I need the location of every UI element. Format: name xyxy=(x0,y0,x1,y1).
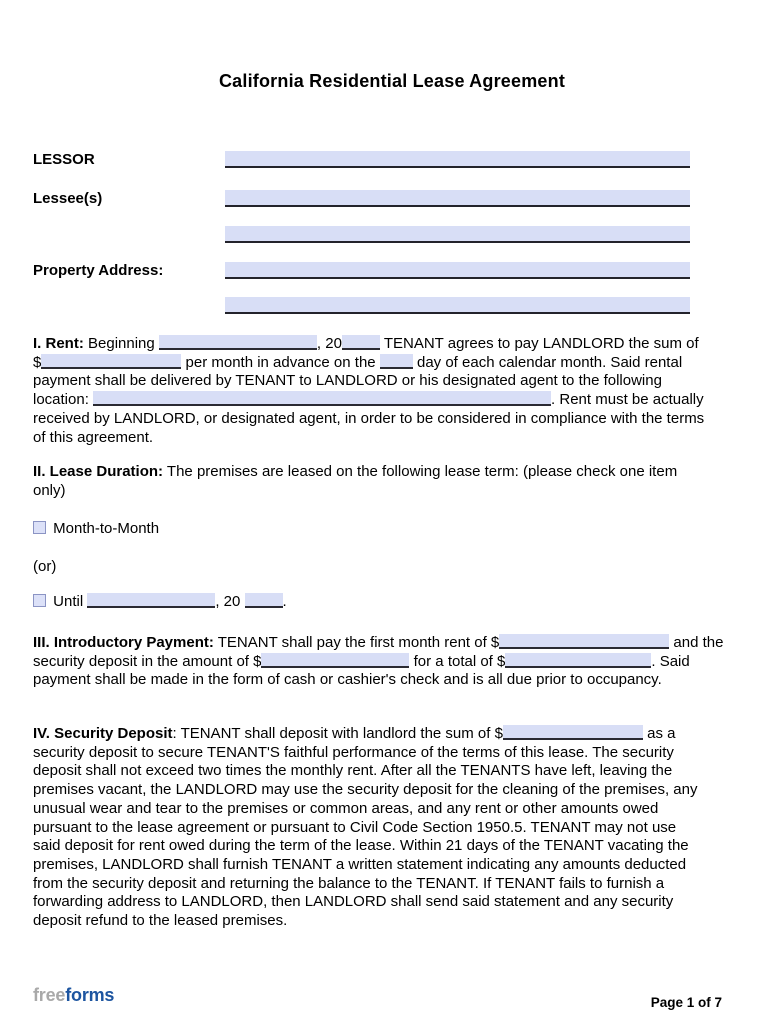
body-text: premises vacant, the LANDLORD may use the security deposit for the cleaning of the premises, any xyxy=(33,781,698,799)
logo-forms-text: forms xyxy=(65,985,115,1005)
freeforms-logo xyxy=(33,985,114,1006)
body-text: Month-to-Month xyxy=(49,520,160,537)
property-address-label: Property Address: xyxy=(33,262,164,279)
text-line xyxy=(33,725,763,744)
text-line xyxy=(33,744,763,763)
rent-due-day-field[interactable] xyxy=(380,354,413,369)
body-text: security deposit in the amount of $ xyxy=(33,652,262,670)
lessee-label: Lessee(s) xyxy=(33,190,103,207)
page-indicator: Page 1 of 7 xyxy=(650,995,722,1010)
body-text: unusual wear and tear to the premises or common areas, and any rent or other amounts owed xyxy=(33,799,659,817)
text-line xyxy=(33,354,763,373)
text-line xyxy=(33,653,763,672)
body-text: , 20 xyxy=(316,335,342,352)
section-rent xyxy=(33,335,763,447)
section-security-deposit xyxy=(33,725,763,931)
section-heading-text: IV. Security Deposit xyxy=(33,725,173,742)
body-text: security deposit to secure TENANT'S faithful performance of the terms of this lease. The security xyxy=(33,743,674,761)
body-text: received by LANDLORD, or designated agent, in order to be considered in compliance with the terms xyxy=(33,409,705,427)
text-line xyxy=(33,391,763,410)
body-text: Beginning xyxy=(83,335,159,352)
text-line xyxy=(33,558,763,577)
body-text: Until xyxy=(49,593,88,610)
rent-start-year-field[interactable] xyxy=(342,335,380,350)
body-text: . Said xyxy=(651,652,690,670)
body-text: per month in advance on the xyxy=(181,353,380,371)
body-text: deposit refund to the leased premises. xyxy=(33,912,288,930)
body-text: TENANT shall pay the first month rent of $ xyxy=(213,634,500,651)
text-line xyxy=(33,429,763,448)
text-line xyxy=(33,463,763,482)
property-address-field-1[interactable] xyxy=(225,262,690,279)
lessee-field-2[interactable] xyxy=(225,226,690,243)
body-text: payment shall be delivered by TENANT to LANDLORD or his designated agent to the following xyxy=(33,372,662,390)
section-heading-text: III. Introductory Payment: xyxy=(33,634,214,651)
body-text: and the xyxy=(669,634,724,651)
body-text: for a total of $ xyxy=(409,652,506,670)
section-heading-text: II. Lease Duration: xyxy=(33,463,164,480)
document-title: California Residential Lease Agreement xyxy=(218,71,566,91)
rent-payment-location-field[interactable] xyxy=(93,391,551,406)
text-line xyxy=(33,593,763,612)
section-lease-duration xyxy=(33,463,763,500)
body-text: payment shall be made in the form of cash or cashier's check and is all due prior to occupancy. xyxy=(33,671,662,689)
text-line xyxy=(33,912,763,931)
body-text: premises, LANDLORD shall furnish TENANT a written statement indicating any amounts deducted xyxy=(33,855,687,873)
body-text: (or) xyxy=(33,558,57,575)
body-text: said deposit for rent owed during the term of the lease. Within 21 days of the TENANT vacating the xyxy=(33,837,689,855)
text-line xyxy=(33,634,763,653)
text-line xyxy=(33,482,763,501)
security-deposit-sum-field[interactable] xyxy=(503,725,643,740)
text-line xyxy=(33,781,763,800)
body-text: , 20 xyxy=(215,593,245,610)
body-text: of this agreement. xyxy=(33,428,154,446)
or-separator xyxy=(33,558,763,577)
lessor-field[interactable] xyxy=(225,151,690,168)
body-text: . xyxy=(282,593,287,610)
text-line xyxy=(33,875,763,894)
lessee-row-1 xyxy=(33,190,690,207)
text-line xyxy=(33,410,763,429)
rent-start-date-field[interactable] xyxy=(159,335,317,350)
text-line xyxy=(33,762,763,781)
logo-free-text: free xyxy=(33,985,66,1005)
body-text: $ xyxy=(33,353,42,371)
lessor-row xyxy=(33,151,690,168)
section-heading-text: I. Rent: xyxy=(33,335,84,352)
text-line xyxy=(33,819,763,838)
property-address-field-2[interactable] xyxy=(225,297,690,314)
text-line xyxy=(33,520,763,539)
text-line xyxy=(33,837,763,856)
body-text: forwarding address to LANDLORD, then LANDLORD shall send said statement and any security xyxy=(33,893,674,911)
rent-monthly-amount-field[interactable] xyxy=(41,354,181,369)
property-address-row-1 xyxy=(33,262,690,279)
body-text: TENANT agrees to pay LANDLORD the sum of xyxy=(379,335,699,352)
month-to-month-checkbox[interactable] xyxy=(33,521,46,534)
lessor-label: LESSOR xyxy=(33,151,95,168)
lease-end-date-field[interactable] xyxy=(87,593,215,608)
total-payment-field[interactable] xyxy=(505,653,651,668)
lessee-field-1[interactable] xyxy=(225,190,690,207)
month-to-month-option xyxy=(33,520,763,539)
lessee-row-2 xyxy=(33,226,690,243)
body-text: pursuant to the lease agreement or pursuant to Civil Code Section 1950.5. TENANT may not use xyxy=(33,818,677,836)
body-text: . Rent must be actually xyxy=(551,391,704,409)
text-line xyxy=(33,372,763,391)
lease-end-year-field[interactable] xyxy=(245,593,283,608)
body-text: The premises are leased on the following lease term: (please check one item xyxy=(163,463,678,480)
fixed-term-checkbox[interactable] xyxy=(33,594,46,607)
text-line xyxy=(33,893,763,912)
body-text: day of each calendar month. Said rental xyxy=(412,353,683,371)
body-text: location: xyxy=(33,391,94,409)
security-deposit-amount-field[interactable] xyxy=(261,653,409,668)
text-line xyxy=(33,671,763,690)
text-line xyxy=(33,335,763,354)
fixed-term-option xyxy=(33,593,763,612)
body-text: only) xyxy=(33,481,66,499)
property-address-row-2 xyxy=(33,297,690,314)
body-text: : TENANT shall deposit with landlord the sum of $ xyxy=(172,725,503,742)
section-introductory-payment xyxy=(33,634,763,690)
body-text: from the security deposit and returning the balance to the TENANT. If TENANT fails to furnish a xyxy=(33,874,665,892)
body-text: deposit shall not exceed two times the monthly rent. After all the TENANTS have left, leaving the xyxy=(33,762,673,780)
first-month-rent-field[interactable] xyxy=(499,634,669,649)
body-text: as a xyxy=(642,725,676,742)
text-line xyxy=(33,800,763,819)
text-line xyxy=(33,856,763,875)
